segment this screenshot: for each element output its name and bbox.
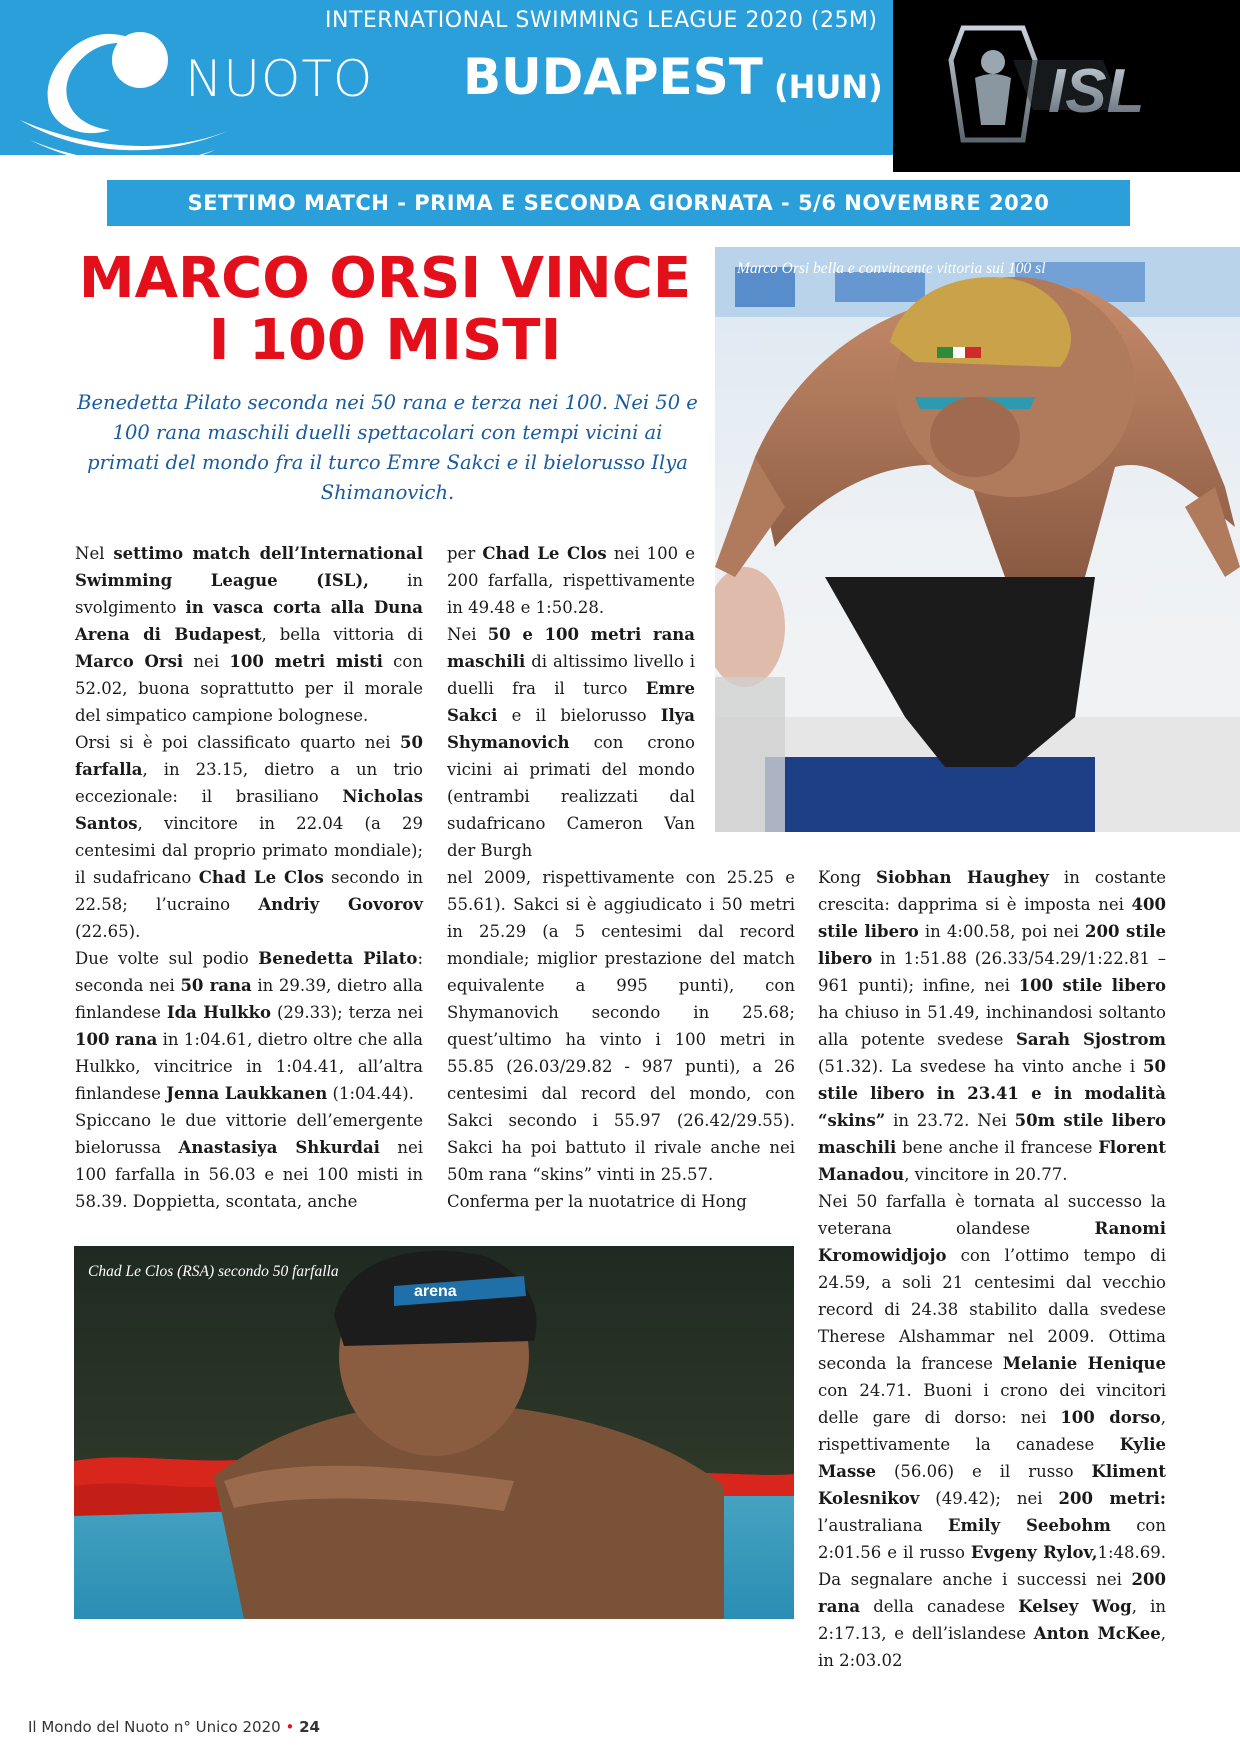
footer-separator: • (285, 1718, 295, 1736)
country-code: (HUN) (774, 68, 883, 106)
paragraph: Nei 50 farfalla è tornata al successo la veterana olandese Ranomi Kromowidjojo con l’ottimo tempo di 24.59, a soli 21 centesimi dal vecchio record di 24.38 stabilito dalla svedese Therese Alshammar nel 2009. Ottima seconda la francese Melanie Henique con 24.71. Buoni i crono dei vincitori delle gare di dorso: nei 100 dorso, rispettivamente la canadese Kylie Masse (56.06) e il russo Kliment Kolesnikov (49.42); nei 200 metri: l’australiana Emily Seebohm con 2:01.56 e il russo Evgeny Rylov,1:48.69. Da segnalare anche i successi nei 200 rana della canadese Kelsey Wog, in 2:17.13, e dell’islandese Anton McKee, in 2:03.02 (818, 1192, 1167, 1670)
paragraph: Conferma per la nuotatrice di Hong (447, 1192, 747, 1211)
photo-marco-orsi (715, 247, 1240, 832)
section-title: NUOTO (185, 50, 374, 108)
isl-logo-icon (893, 0, 1240, 172)
article-lead: Benedetta Pilato seconda nei 50 rana e terza nei 100. Nei 50 e 100 rana maschili duelli spettacolari con tempi vicini ai primati del mondo fra il turco Emre Sakci e il bielorusso Ilya Shimanovich. (77, 391, 698, 504)
league-title: INTERNATIONAL SWIMMING LEAGUE 2020 (25M) (325, 8, 878, 33)
paragraph: Nei 50 e 100 metri rana maschili di altissimo livello i duelli fra il turco Emre Sakci e il bielorusso Ilya Shymanovich con crono vicini ai primati del mondo (entrambi realizzati dal sudafricano Cameron Van der Burgh (447, 625, 695, 860)
article-column-2 (447, 540, 695, 864)
paragraph: Kong Siobhan Haughey in costante crescita: dapprima si è imposta nei 400 stile libero in 4:00.58, poi nei 200 stile libero in 1:51.88 (26.33/54.29/1:22.81 – 961 punti); infine, nei 100 stile libero ha chiuso in 51.49, inchinandosi soltanto alla potente svedese Sarah Sjostrom (51.32). La svedese ha vinto anche i 50 stile libero in 23.41 e in modalità “skins” in 23.72. Nei 50m stile libero maschili bene anche il francese Florent Manadou, vincitore in 20.77. (818, 868, 1167, 1184)
paragraph: Nel settimo match dell’International Swimming League (ISL), in svolgimento in vasca corta alla Duna Arena di Budapest, bella vittoria di Marco Orsi nei 100 metri misti con 52.02, buona soprattutto per il morale del simpatico campione bolognese. (75, 544, 424, 725)
article-column-2-wide (447, 864, 795, 1215)
paragraph: Spiccano le due vittorie dell’emergente bielorussa Anastasiya Shkurdai nei 100 farfalla in 56.03 e nei 100 misti in 58.39. Doppietta, scontata, anche (75, 1111, 423, 1211)
headline-line-1: MARCO ORSI VINCE (78, 246, 692, 311)
article-column-3 (818, 864, 1166, 1674)
city-title: BUDAPEST (463, 48, 763, 106)
paragraph: Due volte sul podio Benedetta Pilato: seconda nei 50 rana in 29.39, dietro alla finlandese Ida Hulkko (29.33); terza nei 100 rana in 1:04.61, dietro oltre che alla Hulkko, vincitrice in 1:04.41, all’altra finlandese Jenna Laukkanen (1:04.44). (75, 949, 424, 1103)
photo-chad-le-clos (74, 1246, 794, 1619)
svg-text:ISL: ISL (1048, 57, 1145, 126)
page-number: 24 (299, 1718, 320, 1736)
svg-text:arena: arena (414, 1283, 457, 1300)
article-headline (65, 248, 705, 372)
isl-logo-box (893, 0, 1240, 172)
footer-publication: Il Mondo del Nuoto n° Unico 2020 (28, 1718, 281, 1736)
photo-top-caption: Marco Orsi bella e convincente vittoria sui 100 sl (737, 260, 1046, 277)
paragraph: per Chad Le Clos nei 100 e 200 farfalla, rispettivamente in 49.48 e 1:50.28. (447, 544, 696, 617)
article-column-1 (75, 540, 423, 1215)
paragraph: Orsi si è poi classificato quarto nei 50 farfalla, in 23.15, dietro a un trio eccezionale: il brasiliano Nicholas Santos, vincitore in 22.04 (a 29 centesimi dal proprio primato mondiale); il sudafricano Chad Le Clos secondo in 22.58; l’ucraino Andriy Govorov (22.65). (75, 733, 423, 941)
headline-line-2: I 100 MISTI (208, 308, 562, 373)
page-footer (28, 1718, 320, 1736)
photo-bottom-caption: Chad Le Clos (RSA) secondo 50 farfalla (88, 1263, 339, 1280)
paragraph: nel 2009, rispettivamente con 25.25 e 55.61). Sakci si è aggiudicato i 50 metri in 25.29 (a 5 centesimi dal record mondiale; miglior prestazione del match equivalente a 995 punti), con Shymanovich secondo in 25.68; quest’ultimo ha vinto i 100 metri in 55.85 (26.03/29.82 - 987 punti), a 26 centesimi dal record del mondo, con Sakci secondo i 55.97 (26.42/29.55). Sakci ha poi battuto il rivale anche nei 50m rana “skins” vinti in 25.57. (447, 868, 795, 1184)
match-subheading: SETTIMO MATCH - PRIMA E SECONDA GIORNATA - 5/6 NOVEMBRE 2020 (107, 180, 1130, 226)
